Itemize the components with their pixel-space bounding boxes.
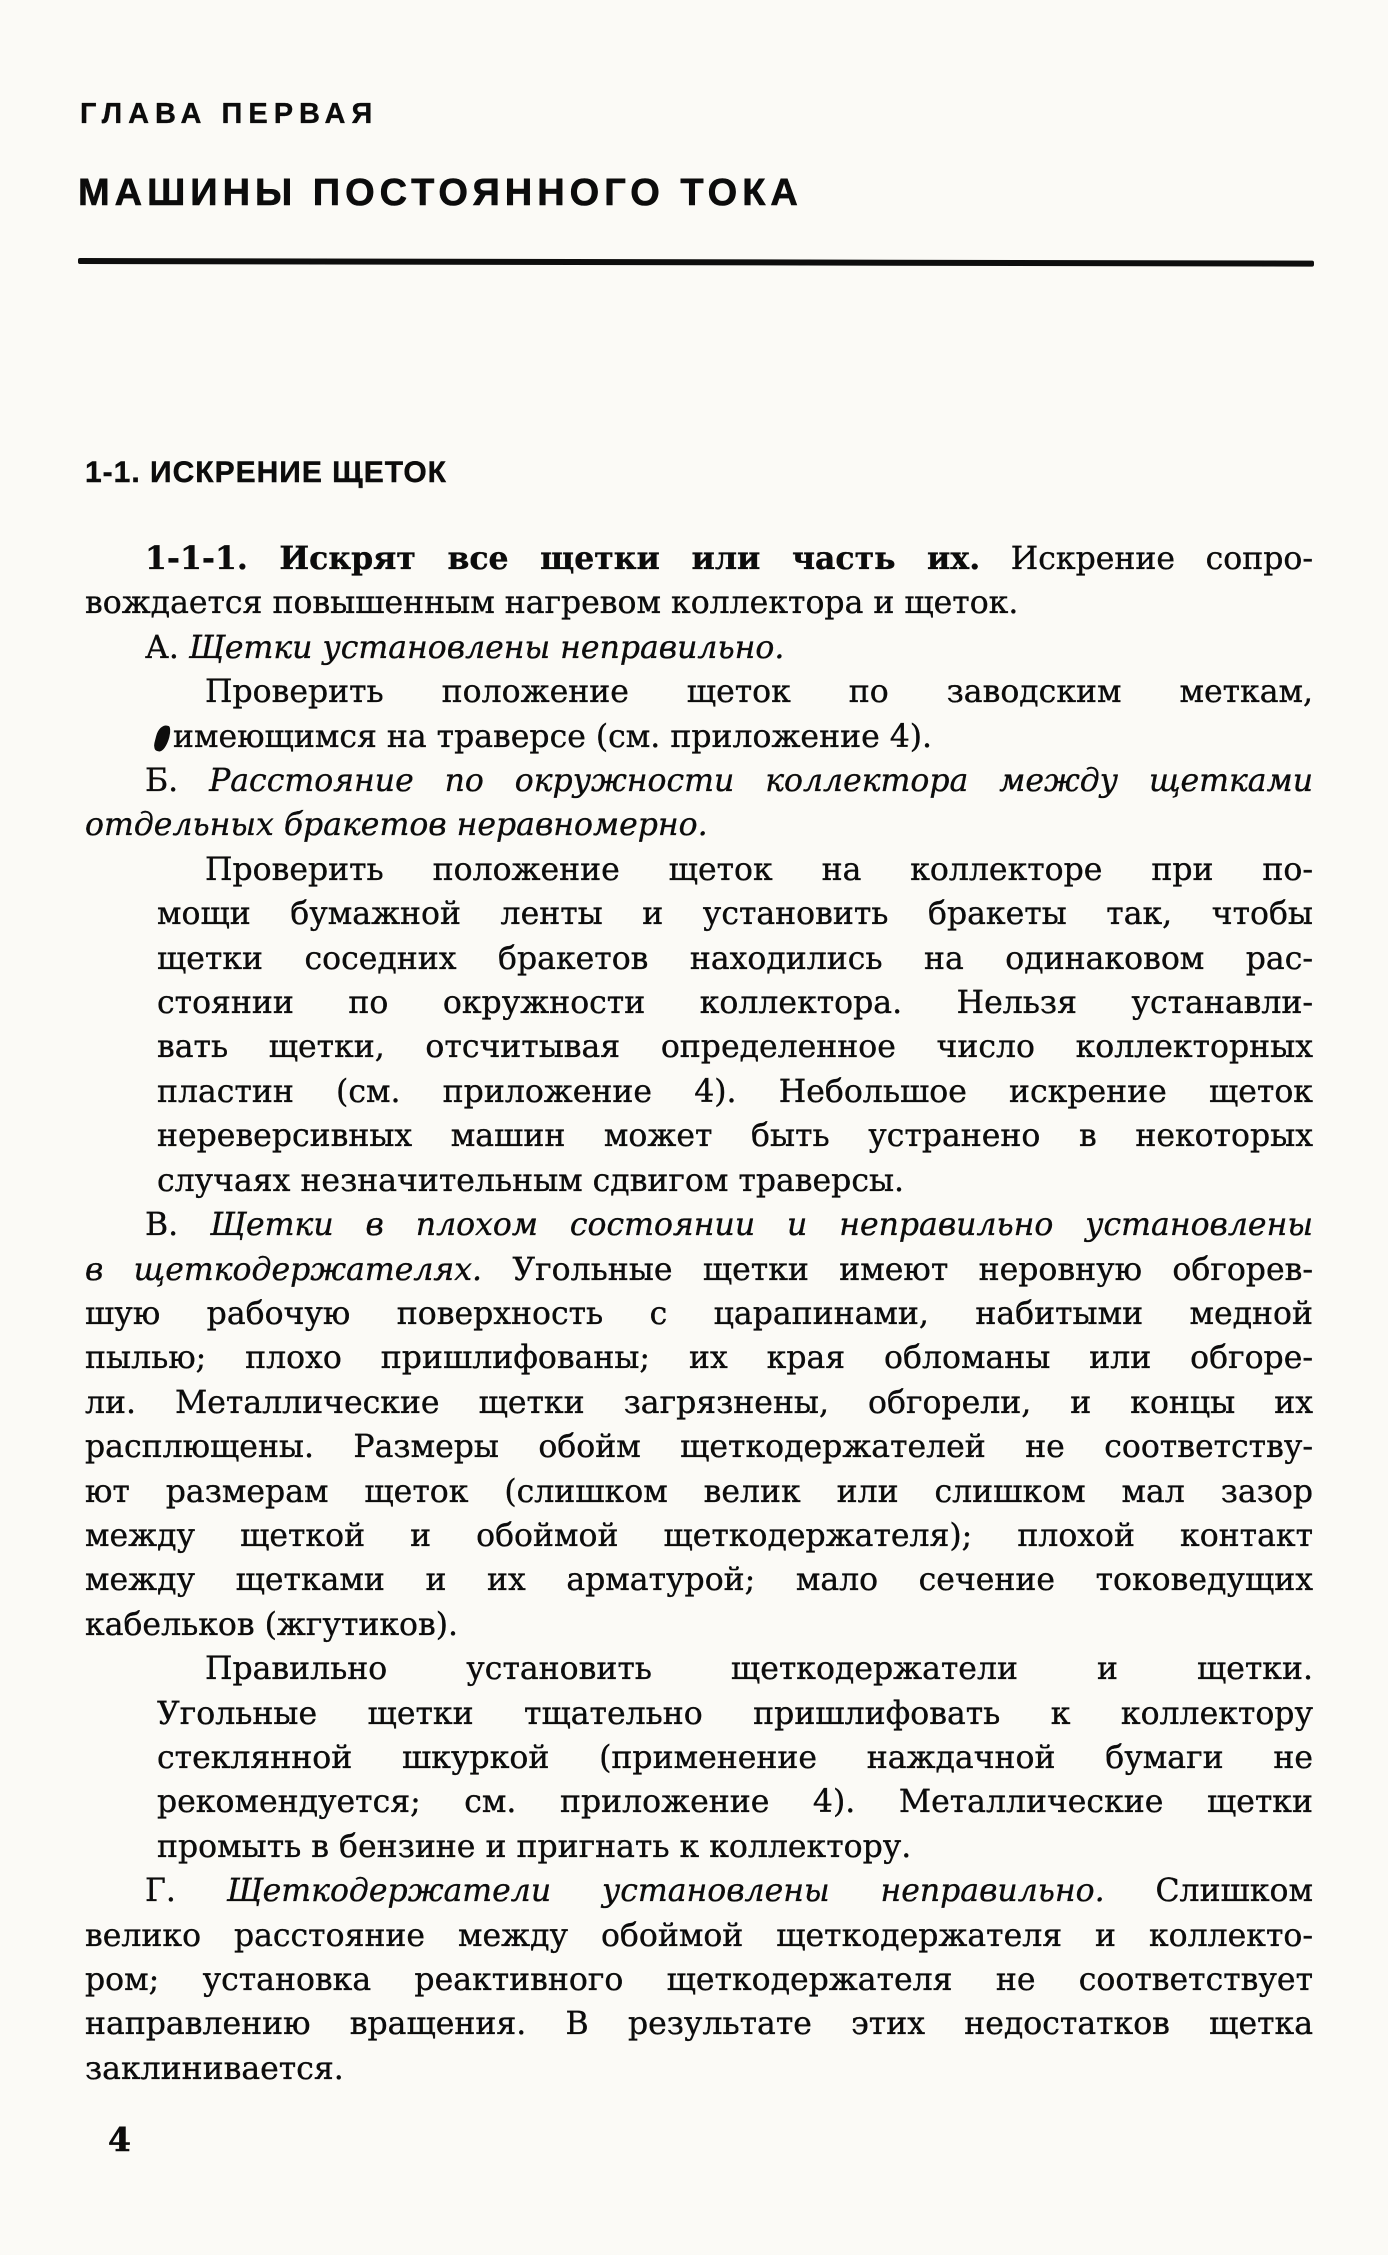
text-line [157, 892, 1313, 936]
text-segment: В. [145, 1207, 211, 1244]
text-segment: нереверсивных машин может быть устранено в некоторых [157, 1118, 1313, 1155]
text-segment: вать щетки, отсчитывая определенное число коллекторных [157, 1029, 1313, 1066]
text-line [85, 581, 1313, 625]
text-line [85, 2047, 1313, 2091]
text-line [145, 537, 1313, 581]
section-heading: 1-1. ИСКРЕНИЕ ЩЕТОК [85, 456, 447, 489]
text-line [85, 1470, 1313, 1514]
text-segment: Слишком [1104, 1873, 1313, 1910]
text-line [157, 1025, 1313, 1069]
text-segment: шую рабочую поверхность с царапинами, набитыми медной [85, 1295, 1313, 1332]
text-segment: Г. [145, 1873, 227, 1910]
text-segment: Угольные щетки тщательно пришлифовать к коллектору [157, 1695, 1313, 1732]
text-segment: Щетки установлены неправильно. [188, 629, 785, 666]
text-line [85, 803, 1313, 847]
page-number: 4 [108, 2120, 131, 2159]
text-segment: Расстояние по окружности коллектора между щетками [209, 763, 1313, 800]
text-segment: А. [145, 629, 189, 666]
text-segment: рекомендуется; см. приложение 4). Металлические щетки [157, 1784, 1313, 1821]
text-segment: Б. [145, 763, 210, 800]
text-segment: Щеткодержатели установлены неправильно. [226, 1873, 1105, 1910]
text-segment: Угольные щетки имеют неровную обгорев- [482, 1251, 1313, 1288]
text-line [85, 1248, 1313, 1292]
text-line [85, 1914, 1313, 1958]
text-block [85, 537, 1313, 2091]
text-line [205, 848, 1313, 892]
text-segment: стоянии по окружности коллектора. Нельзя устанавли- [157, 985, 1313, 1022]
text-line [157, 1159, 1313, 1203]
text-line [85, 1292, 1313, 1336]
text-line [157, 1114, 1313, 1158]
text-segment: между щетками и их арматурой; мало сечение токоведущих [85, 1562, 1313, 1599]
text-line [205, 670, 1313, 714]
text-line [85, 1558, 1313, 1602]
text-segment: вождается повышенным нагревом коллектора и щеток. [85, 585, 1019, 622]
text-line [157, 1780, 1313, 1824]
text-segment: щетки соседних бракетов находились на одинаковом рас- [157, 940, 1313, 977]
text-line [157, 937, 1313, 981]
text-line [205, 1647, 1313, 1691]
text-line [85, 1514, 1313, 1558]
text-line [145, 1869, 1313, 1913]
text-line [157, 1736, 1313, 1780]
text-segment: Щетки в плохом состоянии и неправильно установлены [210, 1207, 1313, 1244]
text-line [157, 1692, 1313, 1736]
text-segment: Искрение сопро- [980, 541, 1313, 577]
text-line [157, 1825, 1313, 1869]
text-line [157, 981, 1313, 1025]
text-line [85, 1603, 1313, 1647]
text-line [85, 2002, 1313, 2046]
text-segment: направлению вращения. В результате этих недостатков щетка [85, 2006, 1313, 2043]
text-segment: Проверить положение щеток по заводским меткам, [205, 674, 1313, 711]
text-line [157, 1070, 1313, 1114]
text-segment: 1-1-1. Искрят все щетки или часть их. [145, 540, 981, 577]
text-line [85, 1381, 1313, 1425]
text-segment: ли. Металлические щетки загрязнены, обгорели, и концы их [85, 1384, 1313, 1421]
text-segment: промыть в бензине и пригнать к коллектору. [157, 1828, 912, 1865]
text-segment: имеющимся на траверсе (см. приложение 4). [173, 718, 933, 755]
text-line [85, 1958, 1313, 2002]
text-segment: в щеткодержателях. [85, 1251, 483, 1288]
text-line [145, 759, 1313, 803]
ink-blot-artifact [153, 723, 172, 752]
text-segment: Правильно установить щеткодержатели и щетки. [205, 1651, 1313, 1688]
chapter-title: МАШИНЫ ПОСТОЯННОГО ТОКА [78, 172, 803, 214]
text-segment: мощи бумажной ленты и установить бракеты так, чтобы [157, 896, 1313, 933]
text-segment: случаях незначительным сдвигом траверсы. [157, 1162, 905, 1199]
horizontal-rule [78, 258, 1314, 267]
text-line [145, 626, 1313, 670]
text-segment: стеклянной шкуркой (применение наждачной бумаги не [157, 1739, 1313, 1776]
text-line [85, 1336, 1313, 1380]
text-line [145, 1203, 1313, 1247]
text-segment: между щеткой и обоймой щеткодержателя); плохой контакт [85, 1517, 1313, 1554]
text-segment: отдельных бракетов неравномерно. [85, 807, 708, 844]
text-line [157, 715, 1313, 759]
text-segment: велико расстояние между обоймой щеткодержателя и коллекто- [85, 1917, 1313, 1954]
text-segment: расплющены. Размеры обойм щеткодержателей не соответству- [85, 1429, 1313, 1466]
text-segment: пылью; плохо пришлифованы; их края обломаны или обгоре- [85, 1340, 1313, 1377]
text-segment: заклинивается. [85, 2050, 344, 2087]
text-segment: пластин (см. приложение 4). Небольшое искрение щеток [157, 1073, 1313, 1110]
text-segment: Проверить положение щеток на коллекторе при по- [205, 851, 1313, 888]
text-segment: ют размерам щеток (слишком велик или слишком мал зазор [85, 1473, 1313, 1510]
text-line [85, 1425, 1313, 1469]
text-segment: кабельков (жгутиков). [85, 1606, 459, 1643]
chapter-label: ГЛАВА ПЕРВАЯ [80, 98, 379, 130]
text-segment: ром; установка реактивного щеткодержателя не соответствует [85, 1962, 1313, 1998]
